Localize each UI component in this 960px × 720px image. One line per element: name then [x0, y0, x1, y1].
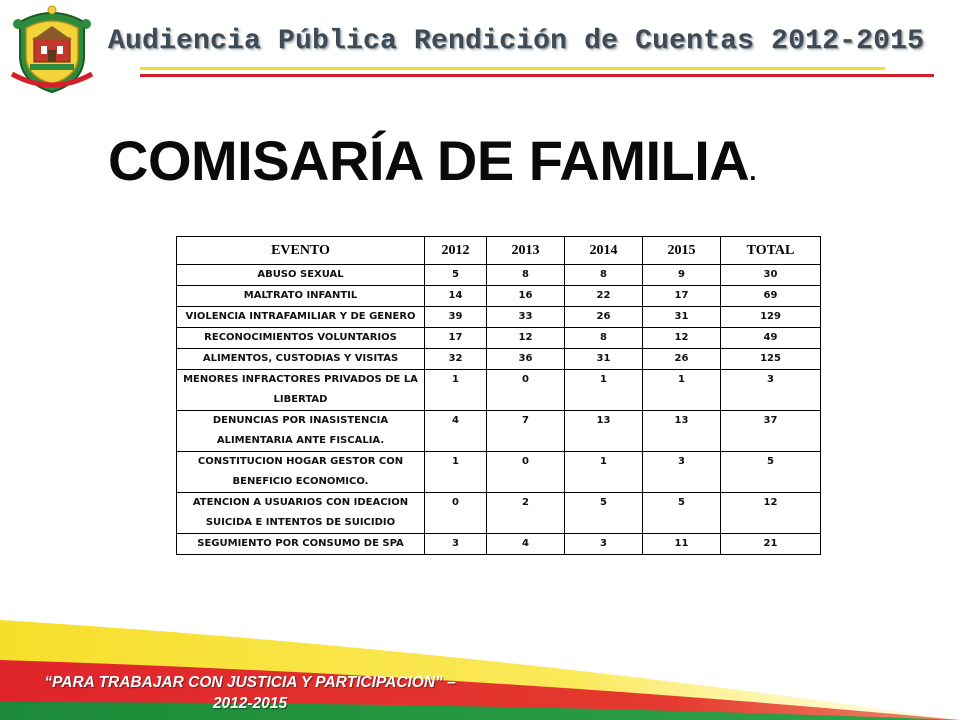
event-cell: DENUNCIAS POR INASISTENCIA ALIMENTARIA ANTE FISCALIA.: [177, 411, 425, 452]
value-cell: 11: [643, 534, 721, 555]
value-cell: 1: [565, 452, 643, 493]
value-cell: 1: [643, 370, 721, 411]
value-cell: 3: [565, 534, 643, 555]
value-cell: 5: [425, 265, 487, 286]
value-cell: 26: [565, 307, 643, 328]
value-cell: 4: [425, 411, 487, 452]
column-header-evento: EVENTO: [177, 237, 425, 265]
value-cell: 8: [565, 265, 643, 286]
page-title-suffix: .: [749, 156, 756, 186]
value-cell: 4: [487, 534, 565, 555]
value-cell: 31: [643, 307, 721, 328]
value-cell: 5: [565, 493, 643, 534]
total-cell: 5: [721, 452, 821, 493]
value-cell: 7: [487, 411, 565, 452]
page-title-text: COMISARÍA DE FAMILIA: [108, 129, 750, 192]
value-cell: 36: [487, 349, 565, 370]
event-cell: ABUSO SEXUAL: [177, 265, 425, 286]
header-divider-yellow: [140, 67, 885, 70]
table-row: [177, 307, 821, 328]
event-cell: ALIMENTOS, CUSTODIAS Y VISITAS: [177, 349, 425, 370]
coat-of-arms-icon: [8, 4, 96, 94]
table-row: [177, 265, 821, 286]
event-cell: MENORES INFRACTORES PRIVADOS DE LA LIBERTAD: [177, 370, 425, 411]
value-cell: 0: [425, 493, 487, 534]
total-cell: 69: [721, 286, 821, 307]
table-row: [177, 286, 821, 307]
page-title: [108, 128, 788, 193]
event-cell: VIOLENCIA INTRAFAMILIAR Y DE GENERO: [177, 307, 425, 328]
value-cell: 2: [487, 493, 565, 534]
column-header-total: TOTAL: [721, 237, 821, 265]
value-cell: 14: [425, 286, 487, 307]
total-cell: 3: [721, 370, 821, 411]
event-cell: CONSTITUCION HOGAR GESTOR CON BENEFICIO ECONOMICO.: [177, 452, 425, 493]
total-cell: 37: [721, 411, 821, 452]
event-cell: ATENCION A USUARIOS CON IDEACION SUICIDA E INTENTOS DE SUICIDIO: [177, 493, 425, 534]
total-cell: 129: [721, 307, 821, 328]
table-row: [177, 328, 821, 349]
table-row: [177, 452, 821, 493]
event-cell: RECONOCIMIENTOS VOLUNTARIOS: [177, 328, 425, 349]
value-cell: 8: [565, 328, 643, 349]
column-header-2015: 2015: [643, 237, 721, 265]
column-header-2014: 2014: [565, 237, 643, 265]
value-cell: 13: [565, 411, 643, 452]
value-cell: 5: [643, 493, 721, 534]
table-row: [177, 349, 821, 370]
value-cell: 8: [487, 265, 565, 286]
value-cell: 9: [643, 265, 721, 286]
value-cell: 0: [487, 452, 565, 493]
column-header-2012: 2012: [425, 237, 487, 265]
footer-slogan: [0, 672, 500, 714]
header-divider-red: [140, 74, 934, 77]
event-cell: SEGUMIENTO POR CONSUMO DE SPA: [177, 534, 425, 555]
value-cell: 22: [565, 286, 643, 307]
footer-slogan-line2: 2012-2015: [212, 695, 288, 712]
event-cell: MALTRATO INFANTIL: [177, 286, 425, 307]
value-cell: 3: [643, 452, 721, 493]
value-cell: 1: [565, 370, 643, 411]
value-cell: 3: [425, 534, 487, 555]
value-cell: 16: [487, 286, 565, 307]
value-cell: 26: [643, 349, 721, 370]
value-cell: 12: [487, 328, 565, 349]
table-row: [177, 534, 821, 555]
table-row: [177, 411, 821, 452]
value-cell: 39: [425, 307, 487, 328]
value-cell: 13: [643, 411, 721, 452]
value-cell: 0: [487, 370, 565, 411]
table-row: [177, 370, 821, 411]
total-cell: 12: [721, 493, 821, 534]
total-cell: 49: [721, 328, 821, 349]
header-title: Audiencia Pública Rendición de Cuentas 2012-2015: [108, 26, 925, 57]
value-cell: 17: [425, 328, 487, 349]
total-cell: 21: [721, 534, 821, 555]
value-cell: 1: [425, 370, 487, 411]
footer-slogan-line1: “PARA TRABAJAR CON JUSTICIA Y PARTICIPACION” –: [44, 674, 456, 691]
table-header-row: [177, 237, 821, 265]
table-row: [177, 493, 821, 534]
value-cell: 33: [487, 307, 565, 328]
value-cell: 32: [425, 349, 487, 370]
events-table: [176, 236, 821, 555]
column-header-2013: 2013: [487, 237, 565, 265]
total-cell: 125: [721, 349, 821, 370]
value-cell: 17: [643, 286, 721, 307]
total-cell: 30: [721, 265, 821, 286]
value-cell: 1: [425, 452, 487, 493]
value-cell: 31: [565, 349, 643, 370]
value-cell: 12: [643, 328, 721, 349]
